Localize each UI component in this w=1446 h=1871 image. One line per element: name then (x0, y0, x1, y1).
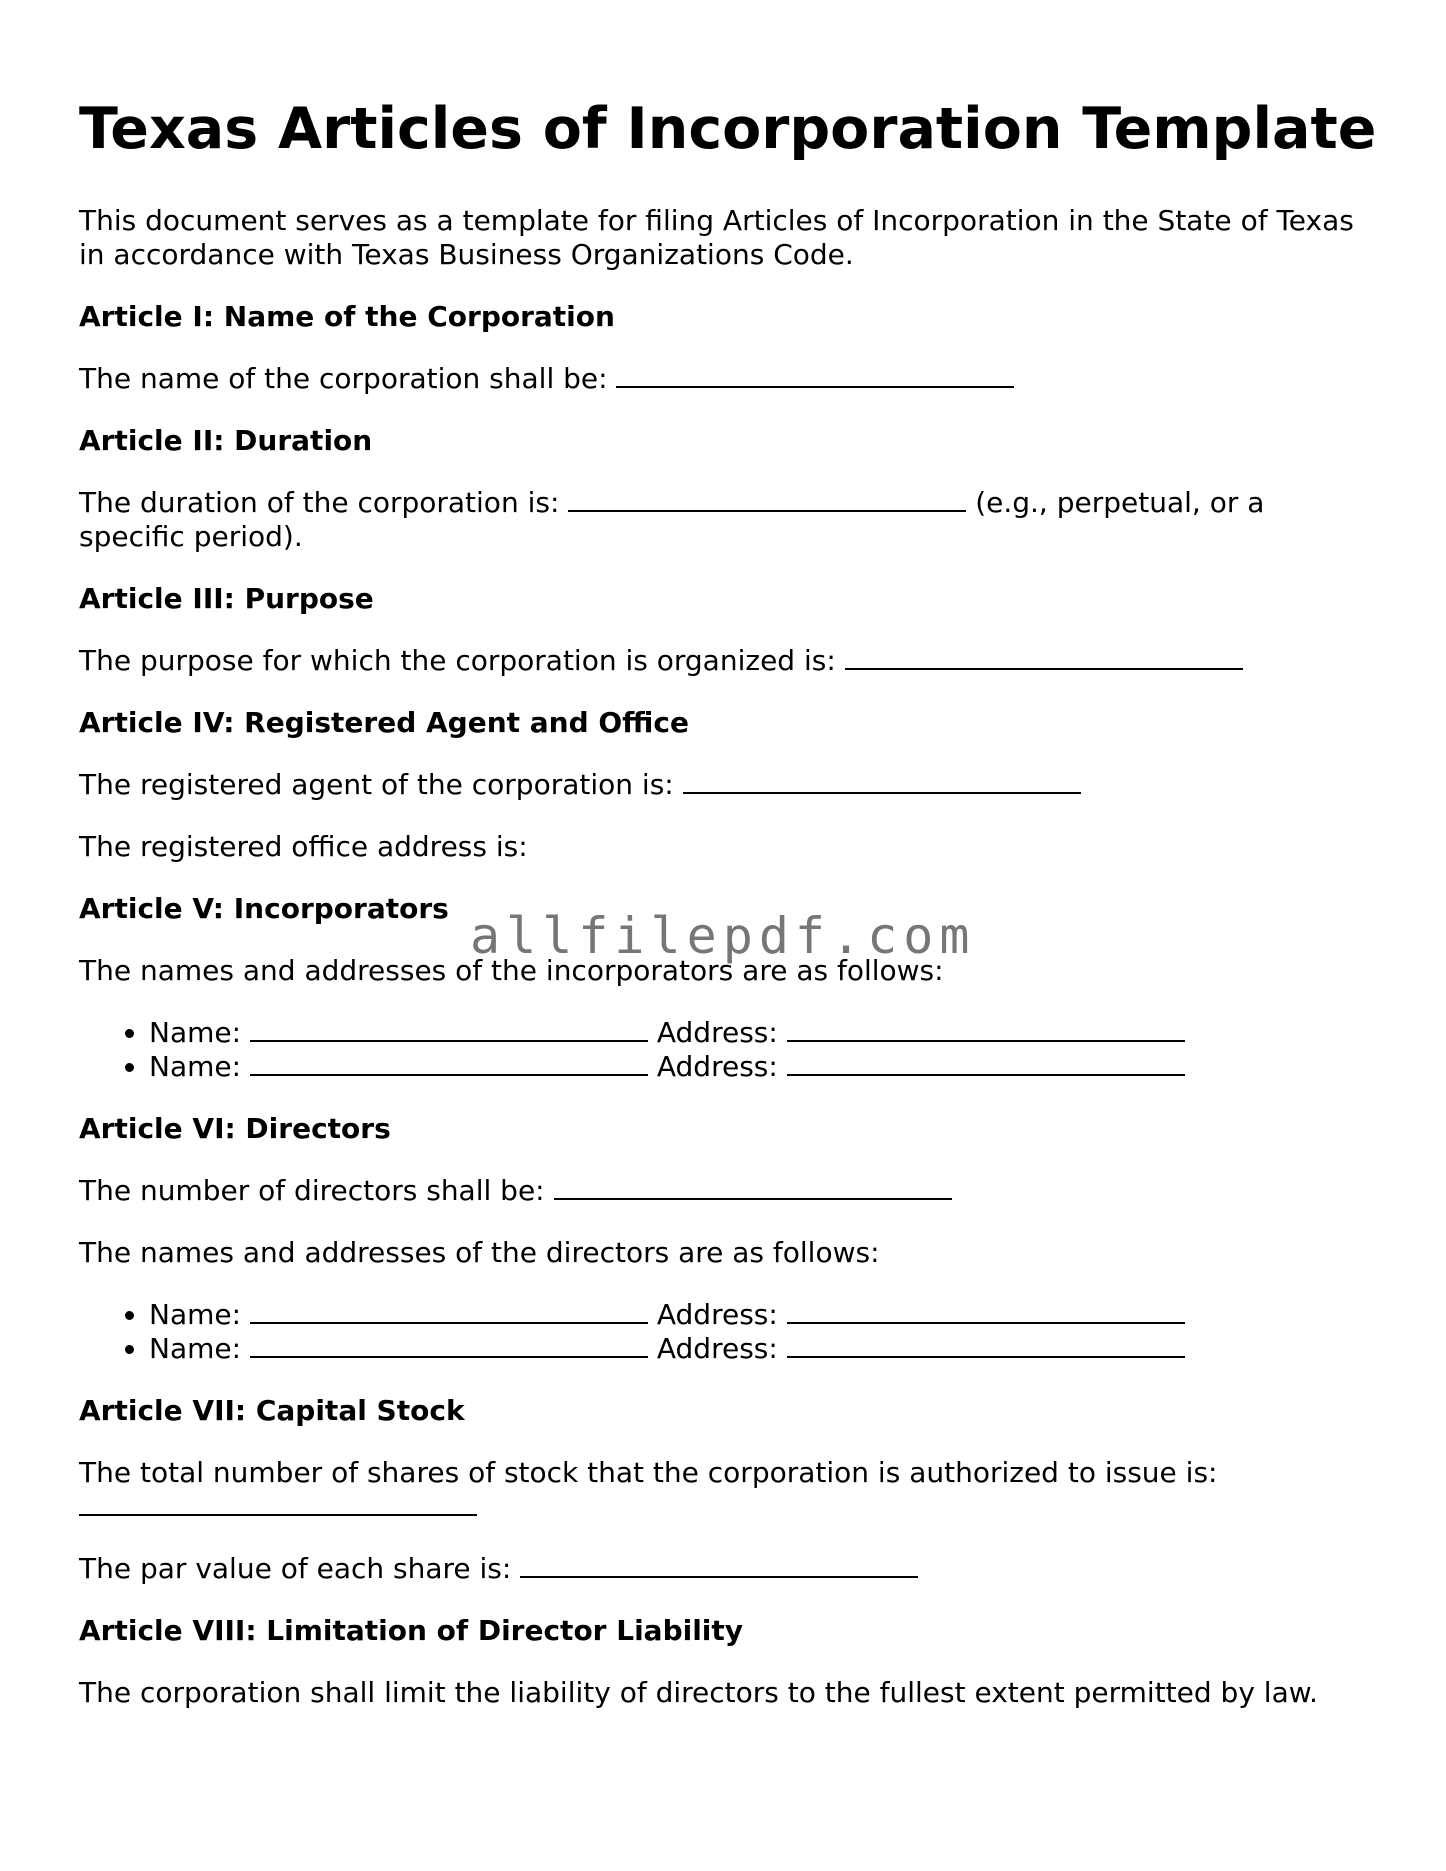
director-count-blank[interactable] (554, 1174, 952, 1200)
authorized-shares-blank[interactable] (79, 1490, 477, 1516)
page-title: Texas Articles of Incorporation Template (79, 96, 1377, 162)
article-2-duration-line (79, 486, 1379, 554)
incorporator-2-name-label: Name: (149, 1050, 242, 1083)
incorporator-1-address-blank[interactable] (787, 1016, 1185, 1042)
article-7-shares-line (79, 1456, 1379, 1524)
article-7-par-label: The par value of each share is: (79, 1552, 512, 1585)
article-4-office-line (79, 830, 1379, 864)
director-2-name-blank[interactable] (250, 1332, 648, 1358)
director-1-name-blank[interactable] (250, 1298, 648, 1324)
article-7-shares-label: The total number of shares of stock that the corporation is authorized to issue is: (79, 1456, 1218, 1489)
article-3-purpose-line (79, 644, 1379, 678)
director-2-address-label: Address: (656, 1332, 778, 1365)
article-1-name-label: The name of the corporation shall be: (79, 362, 608, 395)
registered-agent-blank[interactable] (683, 768, 1081, 794)
corporation-name-blank[interactable] (616, 362, 1014, 388)
director-1-address-label: Address: (656, 1298, 778, 1331)
incorporators-list (79, 1016, 1379, 1084)
director-2-name-label: Name: (149, 1332, 242, 1365)
par-value-blank[interactable] (520, 1552, 918, 1578)
purpose-blank[interactable] (845, 644, 1243, 670)
article-4-agent-label: The registered agent of the corporation is: (79, 768, 674, 801)
article-6-number-label: The number of directors shall be: (79, 1174, 545, 1207)
director-1-name-label: Name: (149, 1298, 242, 1331)
incorporator-2-address-label: Address: (656, 1050, 778, 1083)
incorporator-1-name-blank[interactable] (250, 1016, 648, 1042)
list-item (149, 1298, 1379, 1332)
incorporator-2-address-blank[interactable] (787, 1050, 1185, 1076)
article-2-duration-hint: (e.g., perpetual, or a specific period). (79, 486, 1265, 553)
list-item (149, 1332, 1379, 1366)
duration-blank[interactable] (568, 486, 966, 512)
article-1-name-line (79, 362, 1379, 396)
directors-list (79, 1298, 1379, 1366)
intro-paragraph: This document serves as a template for filing Articles of Incorporation in the State of Texas in accordance with Texas Business Organizations Code. (79, 204, 1354, 271)
article-4-agent-line (79, 768, 1379, 802)
article-6-names-line: The names and addresses of the directors are as follows: (79, 1236, 880, 1269)
article-7-par-line (79, 1552, 1379, 1586)
article-6-number-line (79, 1174, 1379, 1208)
article-8-heading: Article VIII: Limitation of Director Liability (79, 1614, 744, 1647)
list-item (149, 1050, 1379, 1084)
article-2-duration-label: The duration of the corporation is: (79, 486, 560, 519)
article-8-liability-line: The corporation shall limit the liability of directors to the fullest extent permitted by law. (79, 1676, 1318, 1709)
article-6-heading: Article VI: Directors (79, 1112, 391, 1145)
article-7-heading: Article VII: Capital Stock (79, 1394, 465, 1427)
list-item (149, 1016, 1379, 1050)
article-5-heading: Article V: Incorporators (79, 892, 449, 925)
director-2-address-blank[interactable] (787, 1332, 1185, 1358)
article-3-purpose-label: The purpose for which the corporation is organized is: (79, 644, 836, 677)
article-4-heading: Article IV: Registered Agent and Office (79, 706, 689, 739)
article-2-heading: Article II: Duration (79, 424, 373, 457)
article-3-heading: Article III: Purpose (79, 582, 374, 615)
article-4-office-label: The registered office address is: (79, 830, 528, 863)
incorporator-2-name-blank[interactable] (250, 1050, 648, 1076)
article-5-intro-line: The names and addresses of the incorporators are as follows: (79, 954, 944, 987)
incorporator-1-address-label: Address: (656, 1016, 778, 1049)
director-1-address-blank[interactable] (787, 1298, 1185, 1324)
incorporator-1-name-label: Name: (149, 1016, 242, 1049)
watermark: allfilepdf.com (470, 907, 976, 965)
article-1-heading: Article I: Name of the Corporation (79, 300, 615, 333)
